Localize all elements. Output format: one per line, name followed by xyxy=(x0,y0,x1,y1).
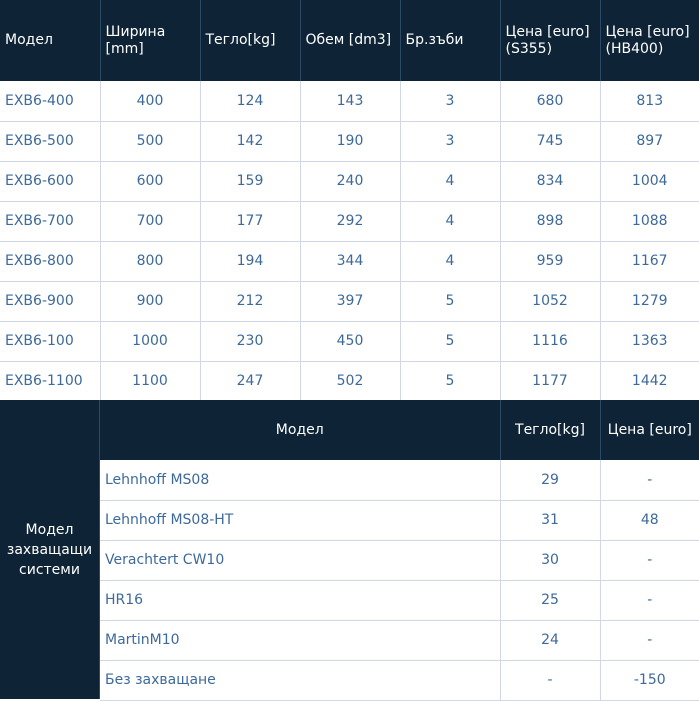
cell-coupling-price: -150 xyxy=(600,660,699,700)
coupling-header-weight: Тегло[kg] xyxy=(500,400,600,460)
cell-width: 1100 xyxy=(100,361,200,401)
cell-volume: 143 xyxy=(300,81,400,121)
cell-price-hb400: 1167 xyxy=(600,241,699,281)
cell-teeth: 4 xyxy=(400,241,500,281)
cell-coupling-weight: 24 xyxy=(500,620,600,660)
cell-coupling-price: - xyxy=(600,620,699,660)
header-volume: Обем [dm3] xyxy=(300,0,400,81)
cell-price-hb400: 1088 xyxy=(600,201,699,241)
table-row xyxy=(0,81,699,121)
cell-price-hb400: 1004 xyxy=(600,161,699,201)
header-model: Модел xyxy=(0,0,100,81)
cell-coupling-price: 48 xyxy=(600,500,699,540)
cell-width: 800 xyxy=(100,241,200,281)
cell-volume: 190 xyxy=(300,121,400,161)
coupling-table xyxy=(100,400,699,701)
cell-price-s355: 1116 xyxy=(500,321,600,361)
table-row xyxy=(0,161,699,201)
cell-model: EXB6-400 xyxy=(0,81,100,121)
cell-volume: 292 xyxy=(300,201,400,241)
cell-model: EXB6-500 xyxy=(0,121,100,161)
cell-teeth: 4 xyxy=(400,161,500,201)
cell-teeth: 4 xyxy=(400,201,500,241)
cell-price-s355: 1177 xyxy=(500,361,600,401)
table-row xyxy=(100,540,699,580)
cell-price-hb400: 813 xyxy=(600,81,699,121)
cell-model: EXB6-100 xyxy=(0,321,100,361)
cell-teeth: 5 xyxy=(400,281,500,321)
cell-coupling-model: Verachtert CW10 xyxy=(100,540,500,580)
coupling-header-model: Модел xyxy=(100,400,500,460)
cell-price-s355: 1052 xyxy=(500,281,600,321)
cell-coupling-price: - xyxy=(600,460,699,500)
cell-coupling-weight: 29 xyxy=(500,460,600,500)
cell-weight: 142 xyxy=(200,121,300,161)
cell-volume: 240 xyxy=(300,161,400,201)
cell-price-s355: 745 xyxy=(500,121,600,161)
cell-teeth: 5 xyxy=(400,361,500,401)
cell-width: 500 xyxy=(100,121,200,161)
bucket-table-header xyxy=(0,0,699,81)
cell-price-hb400: 1363 xyxy=(600,321,699,361)
cell-coupling-model: Без захващане xyxy=(100,660,500,700)
cell-volume: 502 xyxy=(300,361,400,401)
coupling-header-price: Цена [euro] xyxy=(600,400,699,460)
table-row xyxy=(0,361,699,401)
cell-width: 700 xyxy=(100,201,200,241)
cell-model: EXB6-900 xyxy=(0,281,100,321)
header-width: Ширина [mm] xyxy=(100,0,200,81)
table-row xyxy=(0,241,699,281)
cell-weight: 124 xyxy=(200,81,300,121)
table-row xyxy=(0,121,699,161)
cell-price-s355: 834 xyxy=(500,161,600,201)
cell-teeth: 3 xyxy=(400,81,500,121)
cell-volume: 450 xyxy=(300,321,400,361)
cell-volume: 344 xyxy=(300,241,400,281)
cell-coupling-price: - xyxy=(600,580,699,620)
header-weight: Тегло[kg] xyxy=(200,0,300,81)
cell-price-s355: 680 xyxy=(500,81,600,121)
cell-weight: 212 xyxy=(200,281,300,321)
cell-coupling-model: HR16 xyxy=(100,580,500,620)
cell-width: 400 xyxy=(100,81,200,121)
cell-teeth: 5 xyxy=(400,321,500,361)
cell-coupling-weight: 25 xyxy=(500,580,600,620)
cell-volume: 397 xyxy=(300,281,400,321)
cell-model: EXB6-700 xyxy=(0,201,100,241)
table-row xyxy=(100,500,699,540)
table-row xyxy=(100,580,699,620)
cell-weight: 177 xyxy=(200,201,300,241)
cell-model: EXB6-1100 xyxy=(0,361,100,401)
cell-model: EXB6-600 xyxy=(0,161,100,201)
coupling-side-label: Модел захващащи системи xyxy=(0,400,100,699)
header-price-s355: Цена [euro] (S355) xyxy=(500,0,600,81)
cell-price-s355: 898 xyxy=(500,201,600,241)
header-price-hb400: Цена [euro] (HB400) xyxy=(600,0,699,81)
header-teeth: Бр.зъби xyxy=(400,0,500,81)
cell-coupling-model: Lehnhoff MS08 xyxy=(100,460,500,500)
cell-coupling-weight: 30 xyxy=(500,540,600,580)
cell-width: 600 xyxy=(100,161,200,201)
cell-width: 900 xyxy=(100,281,200,321)
coupling-table-header xyxy=(100,400,699,460)
cell-model: EXB6-800 xyxy=(0,241,100,281)
table-row xyxy=(100,620,699,660)
cell-coupling-weight: - xyxy=(500,660,600,700)
cell-width: 1000 xyxy=(100,321,200,361)
table-row xyxy=(0,201,699,241)
cell-coupling-model: Lehnhoff MS08-HT xyxy=(100,500,500,540)
table-row xyxy=(0,321,699,361)
cell-coupling-model: MartinM10 xyxy=(100,620,500,660)
cell-weight: 194 xyxy=(200,241,300,281)
cell-weight: 230 xyxy=(200,321,300,361)
cell-teeth: 3 xyxy=(400,121,500,161)
cell-price-hb400: 897 xyxy=(600,121,699,161)
cell-weight: 247 xyxy=(200,361,300,401)
cell-weight: 159 xyxy=(200,161,300,201)
cell-price-hb400: 1442 xyxy=(600,361,699,401)
cell-price-s355: 959 xyxy=(500,241,600,281)
table-row xyxy=(0,281,699,321)
table-row xyxy=(100,460,699,500)
table-row xyxy=(100,660,699,700)
cell-coupling-weight: 31 xyxy=(500,500,600,540)
cell-price-hb400: 1279 xyxy=(600,281,699,321)
cell-coupling-price: - xyxy=(600,540,699,580)
